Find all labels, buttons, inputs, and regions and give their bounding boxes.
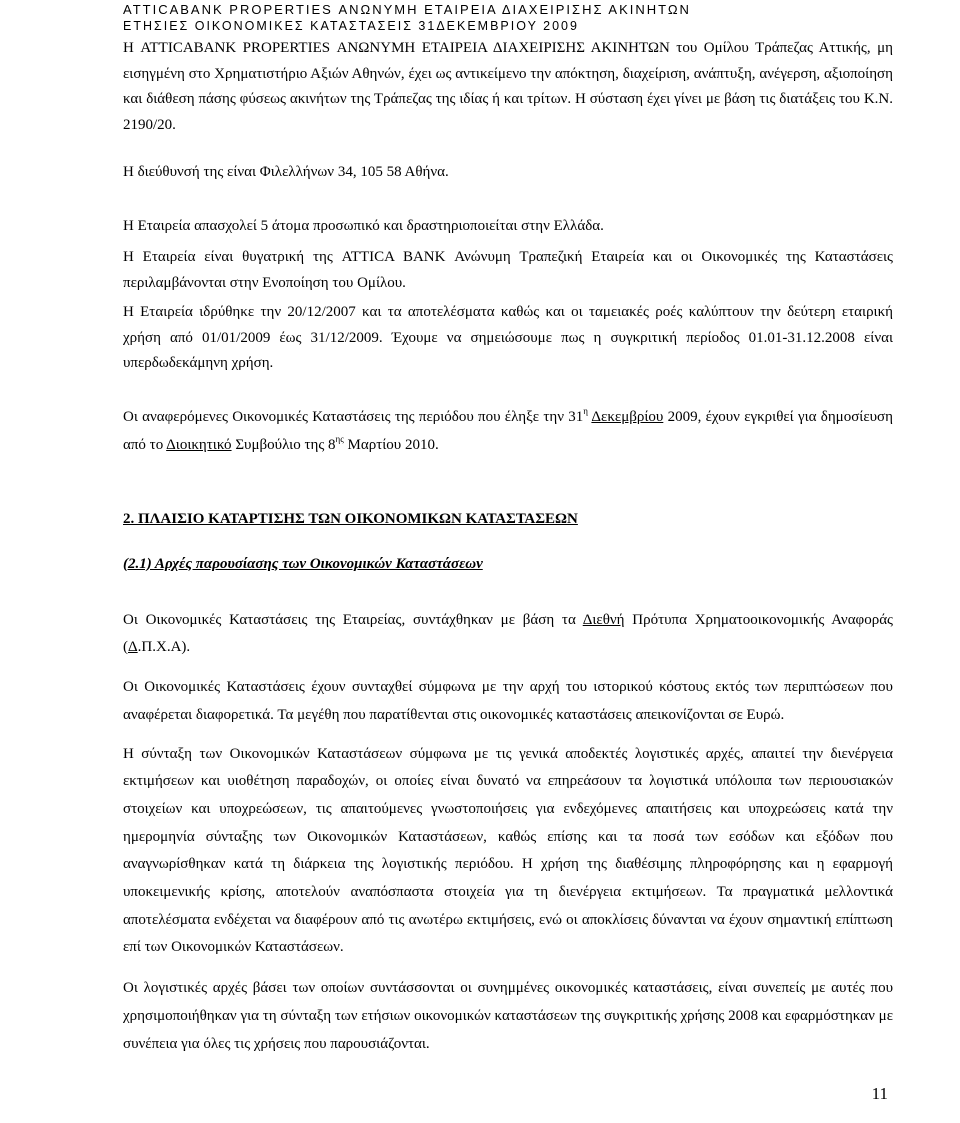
ifrs-abbrev-first-letter: Δ	[128, 638, 138, 655]
running-header-report: ΕΤΗΣΙΕΣ ΟΙΚΟΝΟΜΙΚΕΣ ΚΑΤΑΣΤΑΣΕΙΣ 31ΔΕΚΕΜΒΡΙΟΥ 2009	[123, 19, 579, 33]
paragraph-ifrs	[123, 607, 893, 661]
approval-superscript-day: η	[583, 405, 588, 416]
approval-superscript-date: ης	[335, 433, 344, 444]
approval-text-1: Οι αναφερόμενες Οικονομικές Καταστάσεις της περιόδου που έληξε την 31	[123, 408, 584, 425]
ifrs-text-3: .Π.Χ.Α).	[137, 638, 191, 655]
paragraph-historical-cost: Οι Οικονομικές Καταστάσεις έχουν συνταχθεί σύμφωνα με την αρχή του ιστορικού κόστους εκτός των περιπτώσεων που αναφέρεται διαφορετικά. Τα μεγέθη που παρατίθενται στις οικονομικές καταστάσεις απεικονίζονται σε Ευρώ.	[123, 678, 893, 723]
paragraph-subsidiary: Η Εταιρεία είναι θυγατρική της ATTICA BANK Ανώνυμη Τραπεζική Εταιρεία και οι Οικονομικές της Καταστάσεις περιλαμβάνονται στην Ενοποίηση του Ομίλου.	[123, 249, 893, 291]
ifrs-international: Διεθνή	[582, 611, 625, 628]
ifrs-text-1: Οι Οικονομικές Καταστάσεις της Εταιρείας, συντάχθηκαν με βάση τα	[123, 611, 583, 628]
approval-board: Διοικητικό	[166, 436, 232, 453]
approval-text-2: 2009, έχουν εγκριθεί για δημοσίευση από το	[123, 408, 893, 453]
paragraph-staff: Η Εταιρεία απασχολεί 5 άτομα προσωπικό και δραστηριοποιείται στην Ελλάδα.	[123, 218, 604, 234]
running-header-company: ATTICABANK PROPERTIES ΑΝΩΝΥΜΗ ΕΤΑΙΡΕΙΑ ΔΙΑΧΕΙΡΙΣΗΣ ΑΚΙΝΗΤΩΝ	[123, 2, 691, 17]
paragraph-approval	[123, 403, 893, 459]
document-page	[123, 0, 893, 1058]
paragraph-estimates: Η σύνταξη των Οικονομικών Καταστάσεων σύμφωνα με τις γενικά αποδεκτές λογιστικές αρχές, απαιτεί την διενέργεια εκτιμήσεων και υιοθέτηση παραδοχών, οι οποίες είναι δυνατό να επηρεάσουν τα λογιστικά υπόλοιπα των περιουσιακών στοιχείων και υποχρεώσεων, τις απαιτούμενες γνωστοποιήσεις για ενδεχόμενες απαιτήσεις και υποχρεώσεις κατά την ημερομηνία σύνταξης των Οικονομικών Καταστάσεων, καθώς επίσης και τα ποσά των εσόδων και εξόδων που αναγνωρίσθηκαν κατά τη διάρκεια της λογιστικής περιόδου. Η χρήση της διαθέσιμης πληροφόρησης και η εφαρμογή υποκειμενικής κρίσης, αποτελούν αναπόσπαστα στοιχεία για τη διενέργεια εκτιμήσεων. Τα πραγματικά μελλοντικά αποτελέσματα ενδέχεται να διαφέρουν από τις ανωτέρω εκτιμήσεις, ενώ οι αποκλίσεις δύνανται να έχουν σημαντική επίπτωση επί των Οικονομικών Καταστάσεων.	[123, 745, 893, 956]
paragraph-accounting-policies: Οι λογιστικές αρχές βάσει των οποίων συντάσσονται οι συνημμένες οικονομικές καταστάσεις, είναι συνεπείς με αυτές που χρησιμοποιήθηκαν για τη σύνταξη των ετήσιων οικονομικών καταστάσεων της συγκριτικής χρήσης 2008 και εφαρμόστηκαν με συνέπεια για όλες τις χρήσεις που παρουσιάζονται.	[123, 980, 893, 1053]
subsection-2-1-title: (2.1) Αρχές παρουσίασης των Οικονομικών Καταστάσεων	[123, 555, 483, 572]
approval-text-4: Μαρτίου 2010.	[343, 436, 439, 453]
approval-month: Δεκεμβρίου	[591, 408, 664, 425]
paragraph-address: Η διεύθυνσή της είναι Φιλελλήνων 34, 105 58 Αθήνα.	[123, 164, 449, 180]
page-number: 11	[871, 1084, 888, 1103]
paragraph-founded: Η Εταιρεία ιδρύθηκε την 20/12/2007 και τα αποτελέσματα καθώς και οι ταμειακές ροές καλύπτουν την δεύτερη εταιρική χρήση από 01/01/2009 έως 31/12/2009. Έχουμε να σημειώσουμε πως η συγκριτική περίοδος 01.01-31.12.2008 είναι υπερδωδεκάμηνη χρήση.	[123, 304, 893, 371]
approval-text-3: Συμβούλιο της 8	[231, 436, 336, 453]
ifrs-text-2: Πρότυπα Χρηματοοικονομικής Αναφοράς (	[123, 611, 893, 655]
paragraph-company-intro: Η ATTICABANK PROPERTIES ΑΝΩΝΥΜΗ ΕΤΑΙΡΕΙΑ ΔΙΑΧΕΙΡΙΣΗΣ ΑΚΙΝΗΤΩΝ του Ομίλου Τράπεζας Αττικής, μη εισηγμένη στο Χρηματιστήριο Αξιών Αθηνών, έχει ως αντικείμενο την απόκτηση, διαχείριση, ανάπτυξη, ανέγερση, αξιοποίηση και διάθεση πάσης φύσεως ακινήτων της Τράπεζας της ιδίας ή και τρίτων. Η σύσταση έχει γίνει με βάση τις διατάξεις του Κ.Ν. 2190/20.	[123, 40, 893, 133]
section-2-title: 2. ΠΛΑΙΣΙΟ ΚΑΤΑΡΤΙΣΗΣ ΤΩΝ ΟΙΚΟΝΟΜΙΚΩΝ ΚΑΤΑΣΤΑΣΕΩΝ	[123, 510, 578, 527]
